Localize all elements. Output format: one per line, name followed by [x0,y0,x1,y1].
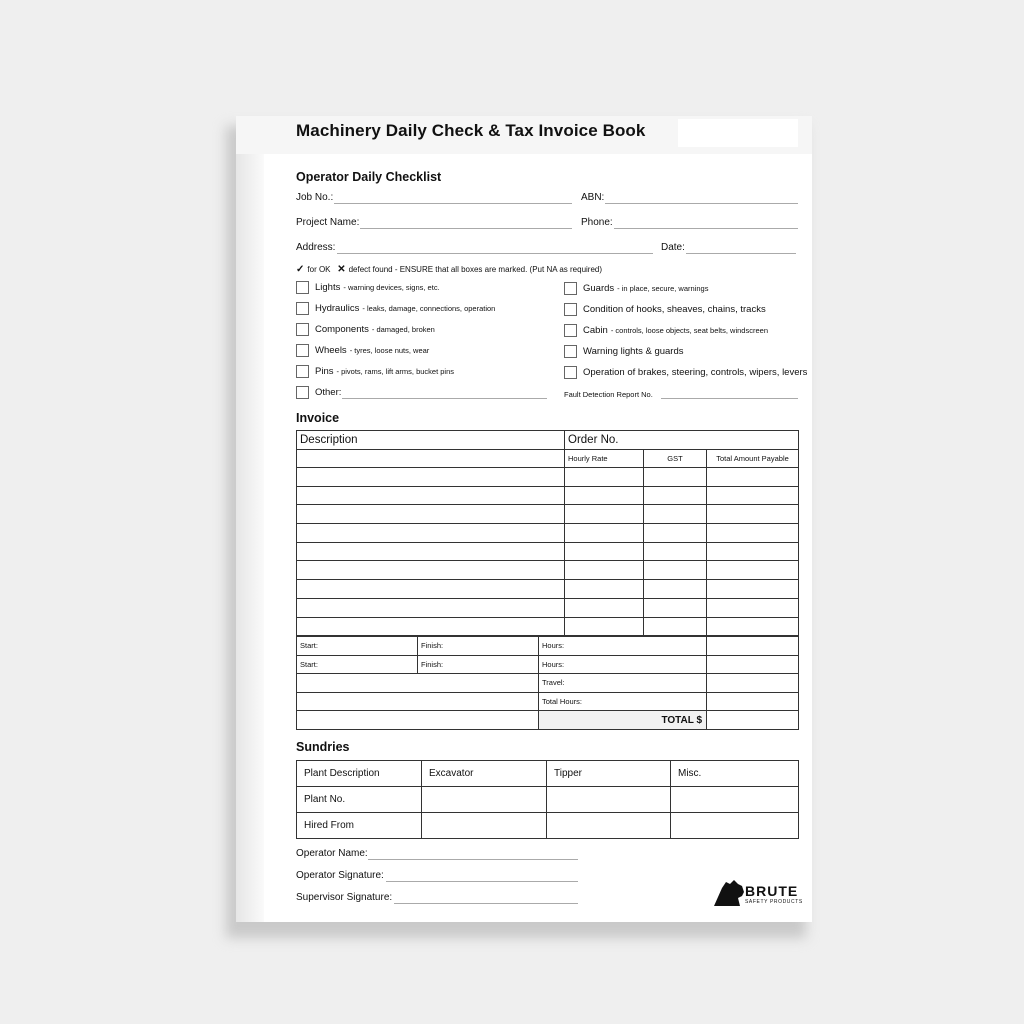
abn-field[interactable] [605,203,798,204]
check-guards-label: Guards [583,283,615,294]
check-wheels-label: Wheels [315,345,347,356]
total-cell[interactable] [707,468,799,487]
excavator-header: Excavator [422,761,547,787]
project-name-label: Project Name: [296,217,360,228]
description-cell[interactable] [297,468,565,487]
checkbox-lights[interactable] [296,281,309,294]
invoice-table-body [296,430,799,636]
hired-from-tipper[interactable] [547,813,671,839]
start-cell-2[interactable]: Start: [297,655,418,674]
check-components-sub: - damaged, broken [371,325,435,334]
check-components[interactable] [296,323,435,336]
phone-field[interactable] [614,228,798,229]
gst-header: GST [644,450,707,468]
plant-no-tipper[interactable] [547,787,671,813]
blank-cell-3[interactable] [297,711,539,730]
table-row [297,561,799,580]
table-row [297,580,799,599]
plant-no-misc[interactable] [671,787,799,813]
description-cell[interactable] [297,505,565,524]
hired-from-misc[interactable] [671,813,799,839]
table-row [297,486,799,505]
check-lights-sub: - warning devices, signs, etc. [343,283,440,292]
check-pins[interactable] [296,365,454,378]
operator-name-label: Operator Name: [296,848,368,859]
rate-cell[interactable] [565,542,644,561]
note-defect-text: defect found - ENSURE that all boxes are marked. (Put NA as required) [348,265,603,274]
table-row [297,505,799,524]
total-cell[interactable] [707,617,799,636]
description-cell[interactable] [297,580,565,599]
checkbox-cabin[interactable] [564,324,577,337]
description-cell[interactable] [297,486,565,505]
rate-cell[interactable] [565,580,644,599]
supervisor-signature-label: Supervisor Signature: [296,892,393,903]
address-label: Address: [296,242,336,253]
order-no-header-cell: Order No. [565,431,799,450]
start-cell-1[interactable]: Start: [297,637,418,656]
total-hours-amount[interactable] [707,692,799,711]
page-binding-edge [236,116,264,922]
total-hours-cell[interactable]: Total Hours: [539,692,707,711]
check-warning-lights-label: Warning lights & guards [583,346,684,357]
description-cell[interactable] [297,542,565,561]
check-components-label: Components [315,324,369,335]
tipper-header: Tipper [547,761,671,787]
check-other-label: Other: [315,387,342,398]
date-label: Date: [661,242,685,253]
check-cabin-sub: - controls, loose objects, seat belts, windscreen [610,326,768,335]
total-payable-header: Total Amount Payable [707,450,799,468]
description-cell[interactable] [297,524,565,543]
date-field[interactable] [686,253,796,254]
project-name-field[interactable] [360,228,572,229]
travel-cell[interactable]: Travel: [539,674,707,693]
gst-cell[interactable] [644,561,707,580]
other-field[interactable] [342,398,547,399]
check-brakes[interactable] [564,366,807,379]
total-cell[interactable] [707,598,799,617]
gst-cell[interactable] [644,542,707,561]
check-instructions [296,264,602,275]
table-row [297,524,799,543]
check-hooks-label: Condition of hooks, sheaves, chains, tracks [583,304,766,315]
logo-name: BRUTE [745,883,799,899]
total-cell[interactable] [707,486,799,505]
gst-cell[interactable] [644,524,707,543]
cross-mark-icon: ✕ [337,264,346,275]
check-cabin[interactable] [564,324,768,337]
page-title: Machinery Daily Check & Tax Invoice Book [296,121,646,140]
checkbox-warning-lights[interactable] [564,345,577,358]
sundries-table [296,760,799,839]
rate-cell[interactable] [565,486,644,505]
hired-from-excavator[interactable] [422,813,547,839]
check-hydraulics-sub: - leaks, damage, connections, operation [362,304,496,313]
table-row [297,468,799,487]
travel-amount[interactable] [707,674,799,693]
check-pins-sub: - pivots, rams, lift arms, bucket pins [336,367,455,376]
note-ok-text: for OK [307,265,331,274]
total-label: TOTAL $ [539,711,707,730]
operator-signature-field[interactable] [386,881,578,882]
time-table [296,636,799,730]
blank-cell-1[interactable] [297,674,539,693]
description-subheader-cell [297,450,565,468]
description-cell[interactable] [297,561,565,580]
fault-report-field[interactable] [661,398,798,399]
supervisor-signature-field[interactable] [394,903,578,904]
plant-no-excavator[interactable] [422,787,547,813]
check-lights-label: Lights [315,282,341,293]
hourly-rate-header: Hourly Rate [565,450,644,468]
description-cell[interactable] [297,617,565,636]
check-warning-lights[interactable] [564,345,684,358]
job-no-label: Job No.: [296,192,334,203]
abn-label: ABN: [581,192,605,203]
check-wheels-sub: - tyres, loose nuts, wear [349,346,430,355]
total-cell[interactable] [707,561,799,580]
check-hydraulics[interactable] [296,302,495,315]
job-no-field[interactable] [334,203,572,204]
checkbox-brakes[interactable] [564,366,577,379]
address-field[interactable] [337,253,653,254]
hired-from-label: Hired From [297,813,422,839]
table-row [297,617,799,636]
operator-name-field[interactable] [368,859,578,860]
description-header-cell: Description [297,431,565,450]
check-lights[interactable] [296,281,440,294]
check-mark-icon: ✓ [296,264,305,275]
gst-cell[interactable] [644,580,707,599]
logo-tagline: SAFETY PRODUCTS [745,899,803,905]
hours-amount-1[interactable] [707,637,799,656]
check-other[interactable] [296,386,341,399]
gst-cell[interactable] [644,598,707,617]
checkbox-hydraulics[interactable] [296,302,309,315]
checkbox-other[interactable] [296,386,309,399]
sundries-heading: Sundries [296,740,350,754]
total-cell[interactable] [707,542,799,561]
hours-cell-2[interactable]: Hours: [539,655,707,674]
check-guards-sub: - in place, secure, warnings [617,284,709,293]
rate-cell[interactable] [565,617,644,636]
gst-cell[interactable] [644,468,707,487]
operator-signature-label: Operator Signature: [296,870,384,881]
finish-cell-1[interactable]: Finish: [418,637,539,656]
total-cell[interactable] [707,505,799,524]
check-brakes-label: Operation of brakes, steering, controls, wipers, levers [583,367,808,378]
check-hooks[interactable] [564,303,766,316]
finish-cell-2[interactable]: Finish: [418,655,539,674]
rate-cell[interactable] [565,524,644,543]
misc-header: Misc. [671,761,799,787]
rate-cell[interactable] [565,598,644,617]
check-wheels[interactable] [296,344,429,357]
fault-report-label: Fault Detection Report No. [564,390,653,399]
check-guards[interactable] [564,282,708,295]
total-cell[interactable] [707,524,799,543]
rate-cell[interactable] [565,505,644,524]
checkbox-guards[interactable] [564,282,577,295]
title-number-box [678,119,798,147]
checkbox-wheels[interactable] [296,344,309,357]
plant-no-label: Plant No. [297,787,422,813]
hours-cell-1[interactable]: Hours: [539,637,707,656]
blank-cell-2[interactable] [297,692,539,711]
invoice-heading: Invoice [296,411,340,425]
total-cell[interactable] [707,580,799,599]
phone-label: Phone: [581,217,613,228]
total-amount[interactable] [707,711,799,730]
check-hydraulics-label: Hydraulics [315,303,360,314]
hours-amount-2[interactable] [707,655,799,674]
checkbox-components[interactable] [296,323,309,336]
gst-cell[interactable] [644,486,707,505]
plant-description-label: Plant Description [297,761,422,787]
rate-cell[interactable] [565,561,644,580]
checklist-heading: Operator Daily Checklist [296,170,442,184]
table-row [297,542,799,561]
check-cabin-label: Cabin [583,325,608,336]
description-cell[interactable] [297,598,565,617]
rate-cell[interactable] [565,468,644,487]
table-row [297,598,799,617]
gst-cell[interactable] [644,505,707,524]
gst-cell[interactable] [644,617,707,636]
check-pins-label: Pins [315,366,334,377]
checkbox-pins[interactable] [296,365,309,378]
checkbox-hooks[interactable] [564,303,577,316]
